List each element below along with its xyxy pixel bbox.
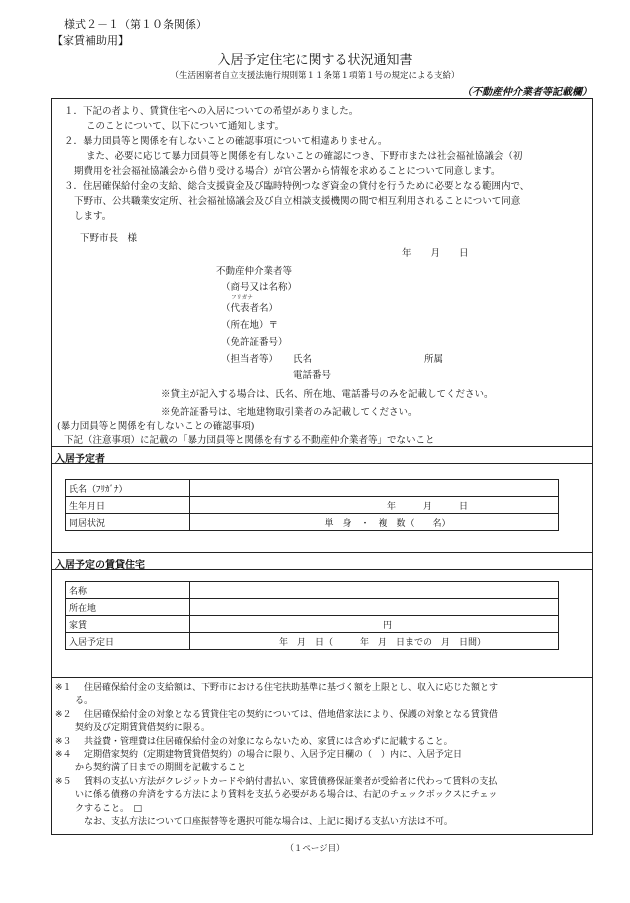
table-row bbox=[66, 514, 559, 531]
intro-item-2-cont: 期費用を社会福祉協議会から借り受ける場合）が官公署から情報を求めることについて同意します。 bbox=[74, 166, 501, 177]
note-text: 賃料の支払い方法がクレジットカードや納付書払い、家賃債務保証業者が受給者に代わって賃料の支払 いに係る債務の弁済をする方法により賃料を支払う必要がある場合は、右記のチェックボックスにチェッ クすること。 □ なお、支払方法について口座振替等を選択可能な場合は、上記に掲げる支払い方法は不可。 bbox=[75, 776, 498, 828]
note-2 bbox=[55, 709, 591, 736]
document-title: 入居予定住宅に関する状況通知書 bbox=[217, 53, 413, 68]
divider bbox=[51, 446, 593, 447]
agent-license: （免許証番号） bbox=[221, 337, 288, 348]
confirm-text: 下記（注意事項）に記載の「暴力団員等と関係を有する不動産仲介業者等」でないこと bbox=[64, 435, 435, 446]
table-row bbox=[66, 599, 559, 616]
tenant-household-value[interactable]: 単 身 ・ 複 数（ 名） bbox=[190, 514, 559, 531]
note-mark: ※２ bbox=[55, 709, 72, 720]
form-number: 様式２－１（第１０条関係） bbox=[64, 18, 207, 31]
note-mark: ※５ bbox=[55, 776, 72, 787]
intro-item-2-cont: また、必要に応じて暴力団員等と関係を有しないことの確認につき、下野市または社会福祉協議会（初 bbox=[86, 151, 523, 162]
agent-name-label: 氏名 bbox=[293, 354, 313, 365]
category-label: 【家賃補助用】 bbox=[52, 34, 129, 47]
intro-item-3-cont: 下野市、公共職業安定所、社会福祉協議会及び自立相談支援機関の間で相互利用されることについて同意 bbox=[74, 196, 521, 207]
addressee: 下野市長 様 bbox=[80, 233, 138, 244]
housing-movein-label: 入居予定日 bbox=[66, 633, 190, 650]
housing-name-value[interactable] bbox=[190, 582, 559, 599]
remark-landlord: ※貸主が記入する場合は、氏名、所在地、電話番号のみを記載してください。 bbox=[161, 389, 494, 400]
divider bbox=[51, 463, 593, 464]
note-mark: ※１ bbox=[55, 683, 72, 693]
housing-address-label: 所在地 bbox=[66, 599, 190, 616]
note-mark: ※３ bbox=[55, 736, 72, 747]
remark-license: ※免許証番号は、宅地建物取引業者のみ記載してください。 bbox=[161, 407, 418, 418]
housing-rent-label: 家賃 bbox=[66, 616, 190, 633]
intro-item-3: ３．住居確保給付金の支給、総合支援資金及び臨時特例つなぎ資金の貸付を行うために必要となる範囲内で、 bbox=[64, 181, 530, 192]
tenant-heading: 入居予定者 bbox=[55, 454, 105, 465]
note-1 bbox=[55, 682, 591, 709]
divider bbox=[51, 677, 593, 678]
intro-item-1-cont: このことについて、以下について通知します。 bbox=[86, 121, 285, 132]
divider bbox=[51, 552, 593, 553]
table-row bbox=[66, 616, 559, 633]
notes-section bbox=[55, 682, 591, 829]
tenant-birthdate-value[interactable]: 年 月 日 bbox=[190, 497, 559, 514]
note-text: 住居確保給付金の対象となる賃貸住宅の契約については、借地借家法により、保護の対象となる賃貸借 契約及び定期賃貸借契約に限る。 bbox=[75, 709, 498, 734]
note-5 bbox=[55, 776, 591, 830]
note-text: 定期借家契約（定期建物賃貸借契約）の場合に限り、入居予定日欄の（ ）内に、入居予定日 から契約満了日までの期間を記載すること bbox=[75, 750, 463, 774]
housing-heading: 入居予定の賃貸住宅 bbox=[55, 560, 145, 571]
note-text: 共益費・管理費は住居確保給付金の対象にならないため、家賃には含めずに記載すること。 bbox=[84, 736, 453, 747]
table-row bbox=[66, 582, 559, 599]
note-3 bbox=[55, 736, 591, 749]
housing-table bbox=[65, 581, 559, 650]
note-text: 住居確保給付金の支給額は、下野市における住宅扶助基準に基づく額を上限とし、収入に応じた額とす る。 bbox=[75, 683, 499, 707]
agent-furigana: フリガナ bbox=[231, 295, 253, 301]
housing-address-value[interactable] bbox=[190, 599, 559, 616]
date-line: 年 月 日 bbox=[402, 248, 469, 259]
table-row bbox=[66, 633, 559, 650]
agent-heading: 不動産仲介業者等 bbox=[216, 266, 293, 277]
note-4 bbox=[55, 749, 591, 776]
note-mark: ※４ bbox=[55, 750, 72, 761]
page-number: （１ページ目） bbox=[285, 844, 345, 854]
intro-item-1: １．下記の者より、賃貸住宅への入居についての希望がありました。 bbox=[64, 106, 359, 117]
agent-contact: （担当者等） bbox=[221, 354, 279, 365]
section-label: （不動産仲介業者等記載欄） bbox=[462, 87, 592, 98]
housing-name-label: 名称 bbox=[66, 582, 190, 599]
agent-trade-name: （商号又は名称） bbox=[221, 282, 298, 293]
agent-department-label: 所属 bbox=[424, 354, 444, 365]
agent-address: （所在地）〒 bbox=[221, 320, 279, 331]
housing-movein-value[interactable]: 年 月 日（ 年 月 日までの 月 日間） bbox=[190, 633, 559, 650]
tenant-name-label: 氏名（ﾌﾘｶﾞﾅ） bbox=[66, 480, 190, 497]
tenant-household-label: 同居状況 bbox=[66, 514, 190, 531]
confirm-heading: (暴力団員等と関係を有しないことの確認事項) bbox=[57, 421, 255, 432]
housing-rent-value[interactable]: 円 bbox=[190, 616, 559, 633]
tenant-name-value[interactable] bbox=[190, 480, 559, 497]
document-subtitle: （生活困窮者自立支援法施行規則第１１条第１項第１号の規定による支給） bbox=[170, 71, 460, 81]
tenant-table bbox=[65, 479, 559, 531]
table-row bbox=[66, 480, 559, 497]
agent-representative: （代表者名） bbox=[221, 303, 279, 314]
table-row bbox=[66, 497, 559, 514]
intro-item-3-cont: します。 bbox=[74, 211, 112, 222]
tenant-birthdate-label: 生年月日 bbox=[66, 497, 190, 514]
agent-phone-label: 電話番号 bbox=[293, 370, 332, 381]
intro-item-2: ２．暴力団員等と関係を有しないことの確認事項について相違ありません。 bbox=[64, 136, 388, 147]
